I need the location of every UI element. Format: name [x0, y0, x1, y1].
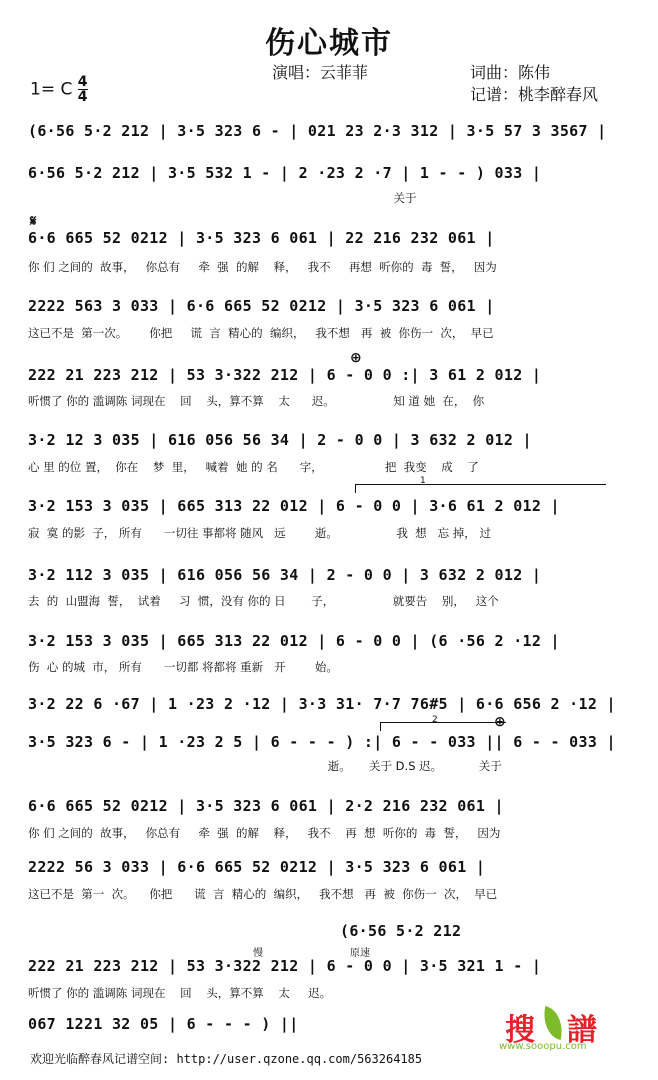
transcriber-credit: 记谱：桃李醉春风 — [470, 85, 599, 104]
score-row: 3·2 12 3 035 | 616 056 56 34 | 2 - 0 0 | 3 632 2 012 | — [28, 431, 532, 449]
logo-right-char: 譜 — [567, 1013, 597, 1048]
key-signature — [30, 75, 88, 104]
lyrics-row: 伤 心 的城 市， 所有 一切都 将都将 重新 开 始。 — [28, 660, 338, 674]
volta-number: 2 — [432, 715, 438, 725]
logo-left-char: 搜 — [505, 1013, 535, 1048]
score-row: (6·56 5·2 212 — [340, 922, 462, 940]
lyrics-row: 去 的 山盟海 誓， 试着 习 惯，没有 你的 日 子， 就要告 别， 这个 — [28, 594, 499, 608]
score-row: 6·56 5·2 212 | 3·5 532 1 - | 2 ·23 2 ·7 | 1 - - ) 033 | — [28, 164, 542, 182]
singer-credit: 演唱：云菲菲 — [272, 63, 369, 82]
score-row: 222 21 223 212 | 53 3·322 212 | 6 - 0 0 :| 3 61 2 012 | — [28, 366, 542, 384]
volta-bracket — [380, 722, 506, 731]
lyrics-row: 逝。 关于 D.S 迟。 关于 — [28, 759, 502, 773]
time-signature: $\frac{4}{4}$ — [77, 74, 88, 105]
footer-text: 欢迎光临醉春风记谱空间: http://user.qzone.qq.com/563264185 — [30, 1052, 423, 1066]
score-row: 6·6 665 52 0212 | 3·5 323 6 061 | 22 216 232 061 | — [28, 229, 495, 247]
score-row: (6·56 5·2 212 | 3·5 323 6 - | 021 23 2·3 312 | 3·5 57 3 3567 | — [28, 122, 607, 140]
lyrics-row: 这已不是 第一 次。 你把 谎 言 精心的 编织， 我不想 再 被 你伤一 次， 早已 — [28, 887, 498, 901]
score-row: 2222 56 3 033 | 6·6 665 52 0212 | 3·5 323 6 061 | — [28, 858, 486, 876]
score-row: 6·6 665 52 0212 | 3·5 323 6 061 | 2·2 216 232 061 | — [28, 797, 504, 815]
site-logo — [499, 1005, 625, 1060]
lyrics-row: 心 里 的位 置， 你在 梦 里， 喊着 她 的 名 字， 把 我变 成 了 — [28, 460, 479, 474]
tempo-original-mark: 原速 — [350, 948, 370, 959]
lyrics-row: 你 们 之间的 故事， 你总有 牵 强 的解 释， 我不 再 想 听你的 毒 誓， 因为 — [28, 826, 501, 840]
logo-url: www.sooopu.com — [499, 1041, 587, 1052]
lyrics-row: 这已不是 第一次。 你把 谎 言 精心的 编织， 我不想 再 被 你伤一 次， 早已 — [28, 326, 494, 340]
tempo-slow-mark: 慢 — [253, 948, 263, 959]
composer-credit: 词曲：陈伟 — [470, 63, 551, 82]
score-row: 3·5 323 6 - | 1 ·23 2 5 | 6 - - - ) :| 6 - - 033 || 6 - - 033 | — [28, 733, 616, 751]
score-row: 3·2 153 3 035 | 665 313 22 012 | 6 - 0 0 | 3·6 61 2 012 | — [28, 497, 560, 515]
lyrics-row: 听惯了 你的 滥调陈 词现在 回 头，算不算 太 迟。 知 道 她 在， 你 — [28, 394, 485, 408]
segno-sign: 𝄋 — [30, 212, 37, 230]
lyrics-row: 寂 寞 的影 子， 所有 一切往 事都将 随风 远 逝。 我 想 忘 掉， 过 — [28, 526, 491, 540]
key-label: 1= C — [30, 79, 73, 100]
volta-number: 1 — [420, 476, 426, 486]
coda-sign: ⊕ — [494, 714, 506, 730]
lyrics-row: 关于 — [28, 191, 417, 205]
score-row: 3·2 112 3 035 | 616 056 56 34 | 2 - 0 0 | 3 632 2 012 | — [28, 566, 542, 584]
song-title: 伤心城市 — [265, 26, 393, 61]
volta-bracket — [355, 484, 606, 493]
score-row: 2222 563 3 033 | 6·6 665 52 0212 | 3·5 323 6 061 | — [28, 297, 495, 315]
score-row: 3·2 153 3 035 | 665 313 22 012 | 6 - 0 0 | (6 ·56 2 ·12 | — [28, 632, 560, 650]
score-row: 067 1221 32 05 | 6 - - - ) || — [28, 1015, 299, 1033]
score-row: 222 21 223 212 | 53 3·322 212 | 6 - 0 0 | 3·5 321 1 - | — [28, 957, 542, 975]
score-row: 3·2 22 6 ·67 | 1 ·23 2 ·12 | 3·3 31· 7·7 76#5 | 6·6 656 2 ·12 | — [28, 695, 616, 713]
coda-sign: ⊕ — [350, 350, 362, 366]
lyrics-row: 听惯了 你的 滥调陈 词现在 回 头，算不算 太 迟。 — [28, 986, 332, 1000]
lyrics-row: 你 们 之间的 故事， 你总有 牵 强 的解 释， 我不 再想 听你的 毒 誓， 因为 — [28, 260, 497, 274]
leaf-icon — [539, 1006, 567, 1040]
